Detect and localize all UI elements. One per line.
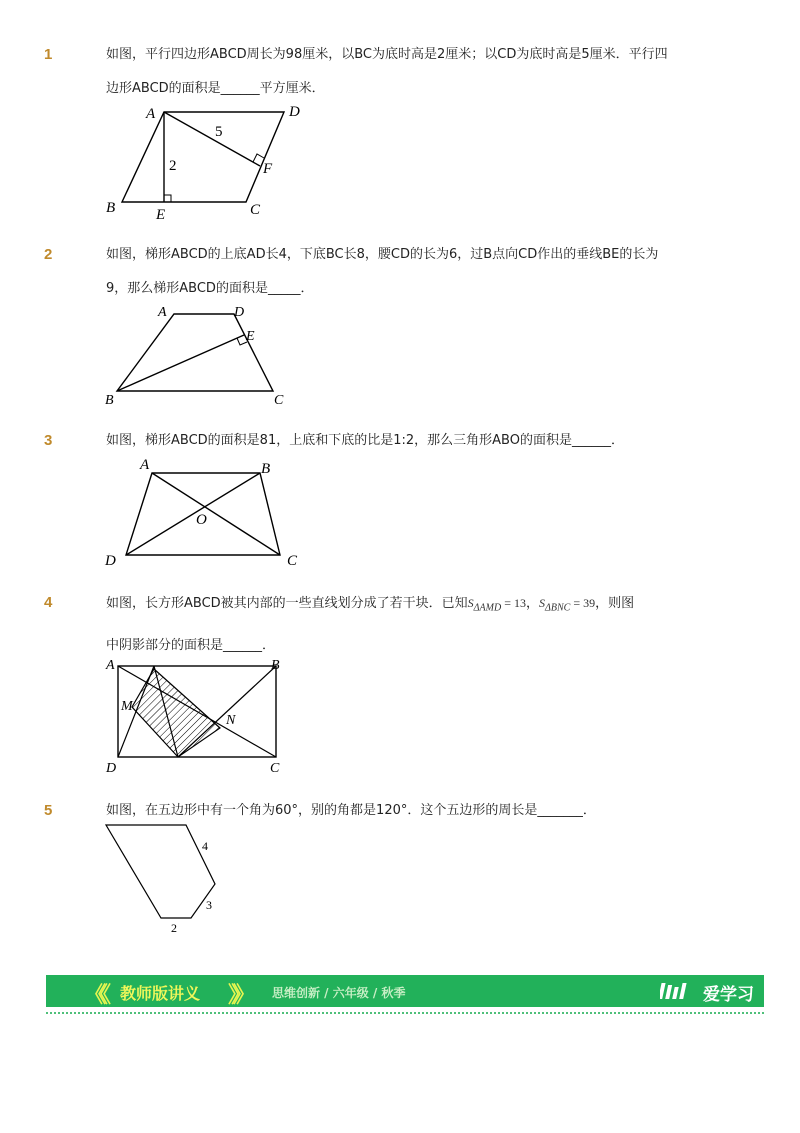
label-height-2: 2 <box>169 158 177 174</box>
rectangle-shaded-figure <box>100 655 295 780</box>
label-B: B <box>271 658 280 673</box>
label-O: O <box>196 512 207 528</box>
side-label-3: 3 <box>206 898 212 912</box>
label-E: E <box>156 207 166 223</box>
question-text: 如图，长方形ABCD被其内部的一些直线划分成了若干块．已知$S_{\Delta AMD} = 13$，$S_{\Delta BNC} = 39$，则图 中阴影部分的面积是______． <box>106 596 635 654</box>
question-number: 5 <box>44 802 53 819</box>
label-C: C <box>250 202 261 218</box>
label-F: F <box>263 161 273 177</box>
label-M: M <box>121 699 133 714</box>
footer-subtitle: 思维创新 / 六年级 / 秋季 <box>272 986 406 1000</box>
label-N: N <box>226 713 236 728</box>
label-C: C <box>274 393 284 408</box>
label-D: D <box>234 305 245 320</box>
brand-name: 爱学习 <box>703 985 754 1005</box>
label-D: D <box>106 761 117 776</box>
pentagon-figure <box>100 818 230 938</box>
question-number: 2 <box>44 246 53 263</box>
label-C: C <box>270 761 280 776</box>
chevron-left-icon: 《《 <box>84 983 106 1008</box>
brand-logo-icon <box>660 981 690 1001</box>
label-B: B <box>106 200 116 216</box>
side-label-2: 2 <box>171 921 177 935</box>
question-text: 如图，梯形ABCD的上底AD长4，下底BC长8，腰CD的长为6，过B点向CD作出的垂线BE的长为 9，那么梯形ABCD的面积是_____． <box>106 247 659 296</box>
label-C: C <box>287 553 298 569</box>
label-A: A <box>158 305 167 320</box>
footer-banner <box>46 975 764 1007</box>
label-D: D <box>105 553 116 569</box>
label-B: B <box>261 461 271 477</box>
parallelogram-figure <box>100 100 320 225</box>
footer-dotted-divider <box>46 1012 764 1014</box>
chevron-right-icon: 》》 <box>228 983 250 1008</box>
label-B: B <box>105 393 114 408</box>
label-height-5: 5 <box>215 124 223 140</box>
trapezoid-figure <box>100 300 310 410</box>
label-E: E <box>246 329 255 344</box>
label-A: A <box>140 457 150 473</box>
label-D: D <box>289 104 300 120</box>
question-text: 如图，平行四边形ABCD周长为98厘米，以BC为底时高是2厘米；以CD为底时高是5厘米．平行四 边形ABCD的面积是______平方厘米． <box>106 47 668 96</box>
question-text: 如图，在五边形中有一个角为60°，别的角都是120°．这个五边形的周长是_______． <box>106 803 596 818</box>
question-number: 3 <box>44 432 53 449</box>
label-A: A <box>146 106 156 122</box>
trapezoid-diagonals-figure <box>100 455 310 570</box>
side-label-4: 4 <box>202 839 208 853</box>
label-A: A <box>106 658 115 673</box>
question-text: 如图，梯形ABCD的面积是81，上底和下底的比是1:2，那么三角形ABO的面积是______． <box>106 433 624 448</box>
footer-title: 教师版讲义 <box>120 984 201 1003</box>
question-number: 4 <box>44 594 53 611</box>
question-number: 1 <box>44 46 53 63</box>
